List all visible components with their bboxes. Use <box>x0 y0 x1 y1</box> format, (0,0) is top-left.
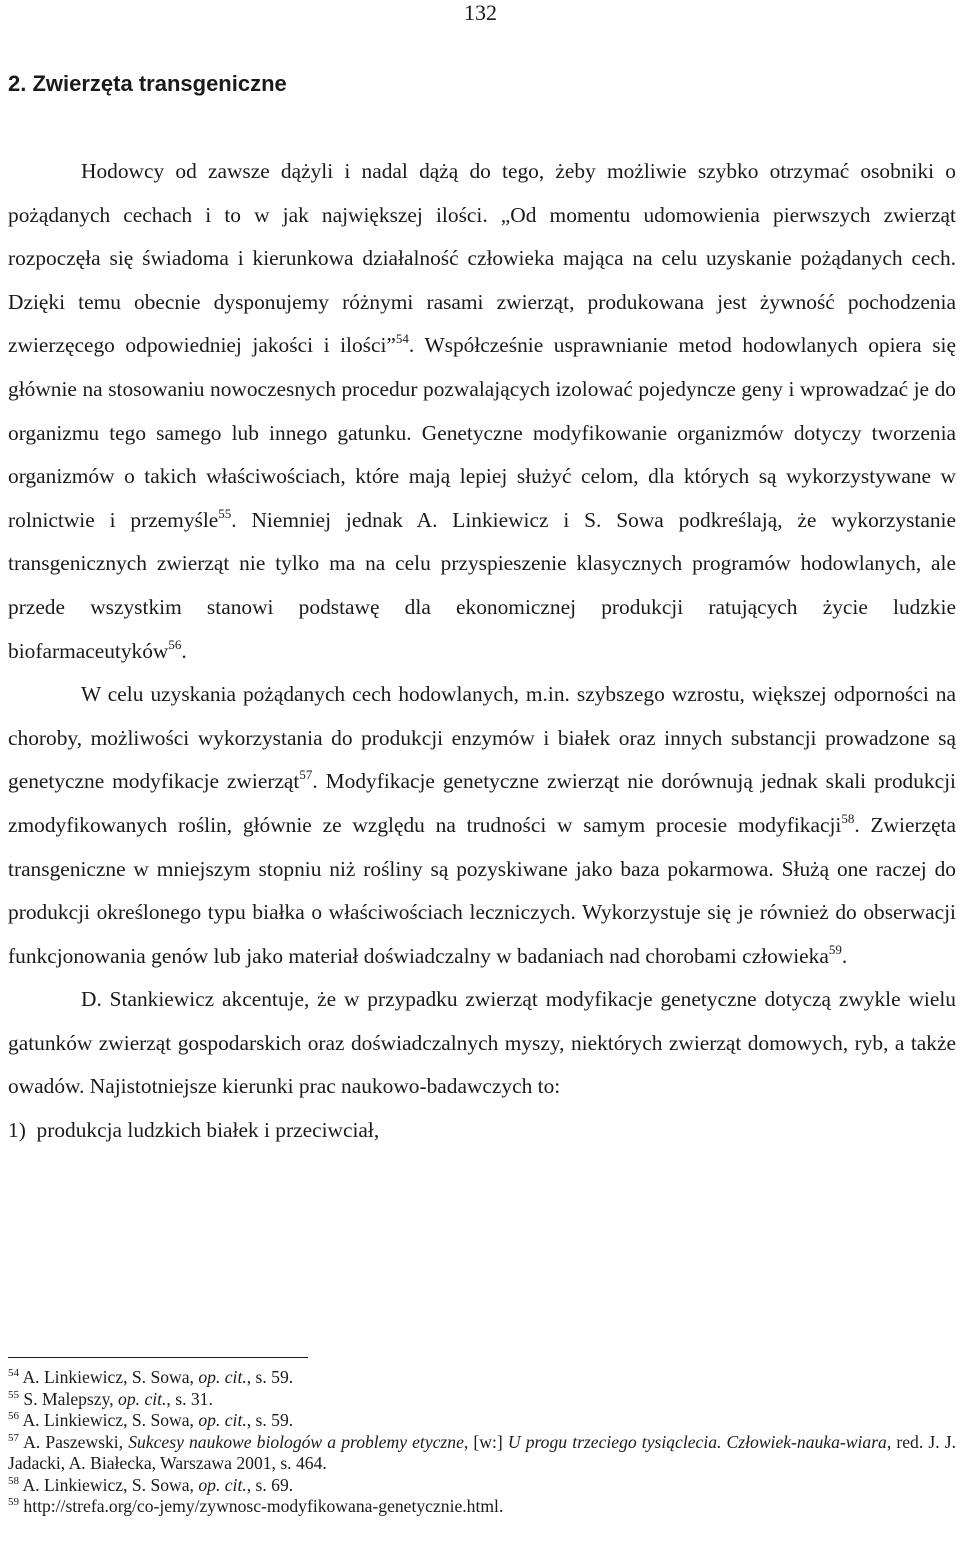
paragraph-1 <box>8 150 956 673</box>
footnote-number: 57 <box>8 1431 19 1444</box>
body-text <box>8 150 956 1153</box>
footnote-text: , s. 59. <box>246 1367 294 1387</box>
paragraph-text: Hodowcy od zawsze dążyli i nadal dążą do tego, żeby możliwie szybko otrzymać osobniki o pożądanych cechach i to w jak największej ilości. „Od momentu udomowienia pierwszych zwierząt rozpoczęła się świadoma i kierunkowa działalność człowieka mająca na celu uzyskanie pożądanych cech. Dzięki temu obecnie dysponujemy różnymi rasami zwierząt, produkowana jest żywność pochodzenia zwierzęcego odpowiedniej jakości i ilości” <box>8 159 956 358</box>
footnote-55 <box>8 1389 956 1411</box>
footnote-59 <box>8 1496 956 1518</box>
section-heading: 2. Zwierzęta transgeniczne <box>8 71 287 96</box>
paragraph-text: . Modyfikacje genetyczne zwierząt nie dorównują jednak skali produkcji zmodyfikowanych roślin, głównie ze względu na trudności w samym procesie modyfikacji <box>8 769 956 837</box>
footnote-54 <box>8 1367 956 1389</box>
footnote-ref-59[interactable]: 59 <box>828 941 842 957</box>
footnote-text: A. Linkiewicz, S. Sowa, <box>22 1474 199 1495</box>
footnote-text: , s. 69. <box>246 1474 294 1495</box>
footnote-italic: op. cit. <box>118 1388 167 1409</box>
footnote-text: , [w:] <box>463 1431 508 1452</box>
footnote-number: 56 <box>8 1410 19 1422</box>
list-item-1: 1) produkcja ludzkich białek i przeciwciał, <box>8 1118 380 1143</box>
paragraph-text: W celu uzyskania pożądanych cech hodowlanych, m.in. szybszego wzrostu, większej odporności na choroby, możliwości wykorzystania do produkcji enzymów i białek oraz innych substancji prowadzone są genetyczne modyfikacje zwierząt <box>8 682 956 794</box>
paragraph-text: . <box>841 943 848 968</box>
footnote-58 <box>8 1475 956 1497</box>
paragraph-3: D. Stankiewicz akcentuje, że w przypadku zwierząt modyfikacje genetyczne dotyczą zwykle wielu gatunków zwierząt gospodarskich oraz doświadczalnych myszy, niektórych zwierząt domowych, ryb, a także owadów. Najistotniejsze kierunki prac naukowo-badawczych to: <box>8 987 956 1099</box>
footnote-text: , s. 59. <box>246 1410 294 1430</box>
footnote-text: A. Linkiewicz, S. Sowa, <box>22 1367 199 1387</box>
footnote-text: , s. 31. <box>166 1388 213 1409</box>
paragraph-text: . Zwierzęta transgeniczne w mniejszym stopniu niż rośliny są pozyskiwane jako baza pokarmowa. Służą one raczej do produkcji określonego typu białka o właściwościach leczniczych. Wykorzystuje się je również do obserwacji funkcjonowania genów lub jako materiał doświadczalny w badaniach nad chorobami człowieka <box>8 812 956 968</box>
footnote-ref-54[interactable]: 54 <box>395 331 409 347</box>
footnote-number: 59 <box>8 1496 19 1508</box>
paragraph-text: . <box>181 638 187 663</box>
footnote-57 <box>8 1432 956 1475</box>
paragraph-2 <box>8 673 956 978</box>
page-number: 132 <box>464 0 497 25</box>
paragraph-text: . Niemniej jednak A. Linkiewicz i S. Sowa podkreślają, że wykorzystanie transgenicznych zwierząt nie tylko ma na celu przyspieszenie klasycznych programów hodowlanych, ale przede wszystkim stanowi podstawę dla ekonomicznej produkcji ratujących życie ludzkie biofarmaceutyków <box>8 507 956 663</box>
footnote-italic: U progu trzeciego tysiąclecia. Człowiek-nauka-wiara <box>507 1431 887 1452</box>
footnote-text: S. Malepszy, <box>23 1388 119 1409</box>
footnote-link[interactable]: http://strefa.org/co-jemy/zywnosc-modyfikowana-genetycznie.html. <box>23 1496 504 1516</box>
footnote-number: 55 <box>8 1388 19 1401</box>
footnote-text: A. Paszewski, <box>23 1431 129 1452</box>
footnote-ref-58[interactable]: 58 <box>841 810 855 826</box>
footnote-italic: op. cit. <box>198 1367 247 1387</box>
footnote-italic: op. cit. <box>198 1474 247 1495</box>
footnote-number: 54 <box>8 1367 19 1379</box>
footnote-56 <box>8 1410 956 1432</box>
footnote-italic: Sukcesy naukowe biologów a problemy etyczne <box>128 1431 464 1452</box>
paragraph-text: . Współcześnie usprawnianie metod hodowlanych opiera się głównie na stosowaniu nowoczesnych procedur pozwalających izolować pojedyncze geny i wprowadzać je do organizmu tego samego lub innego gatunku. Genetyczne modyfikowanie organizmów dotyczy tworzenia organizmów o takich właściwościach, które mają lepiej służyć celom, dla których są wykorzystywane w rolnictwie i przemyśle <box>8 333 956 532</box>
footnote-italic: op. cit. <box>198 1410 247 1430</box>
footnote-text: A. Linkiewicz, S. Sowa, <box>22 1410 199 1430</box>
footnote-ref-56[interactable]: 56 <box>168 636 182 652</box>
footnote-text: , red. J. J. Jadacki, A. Białecka, Warszawa 2001, s. 464. <box>8 1431 956 1473</box>
footnote-ref-55[interactable]: 55 <box>218 505 232 521</box>
footnote-ref-57[interactable]: 57 <box>299 767 313 783</box>
footnotes <box>8 1367 956 1518</box>
footnote-separator <box>8 1357 308 1358</box>
footnote-number: 58 <box>8 1474 19 1487</box>
